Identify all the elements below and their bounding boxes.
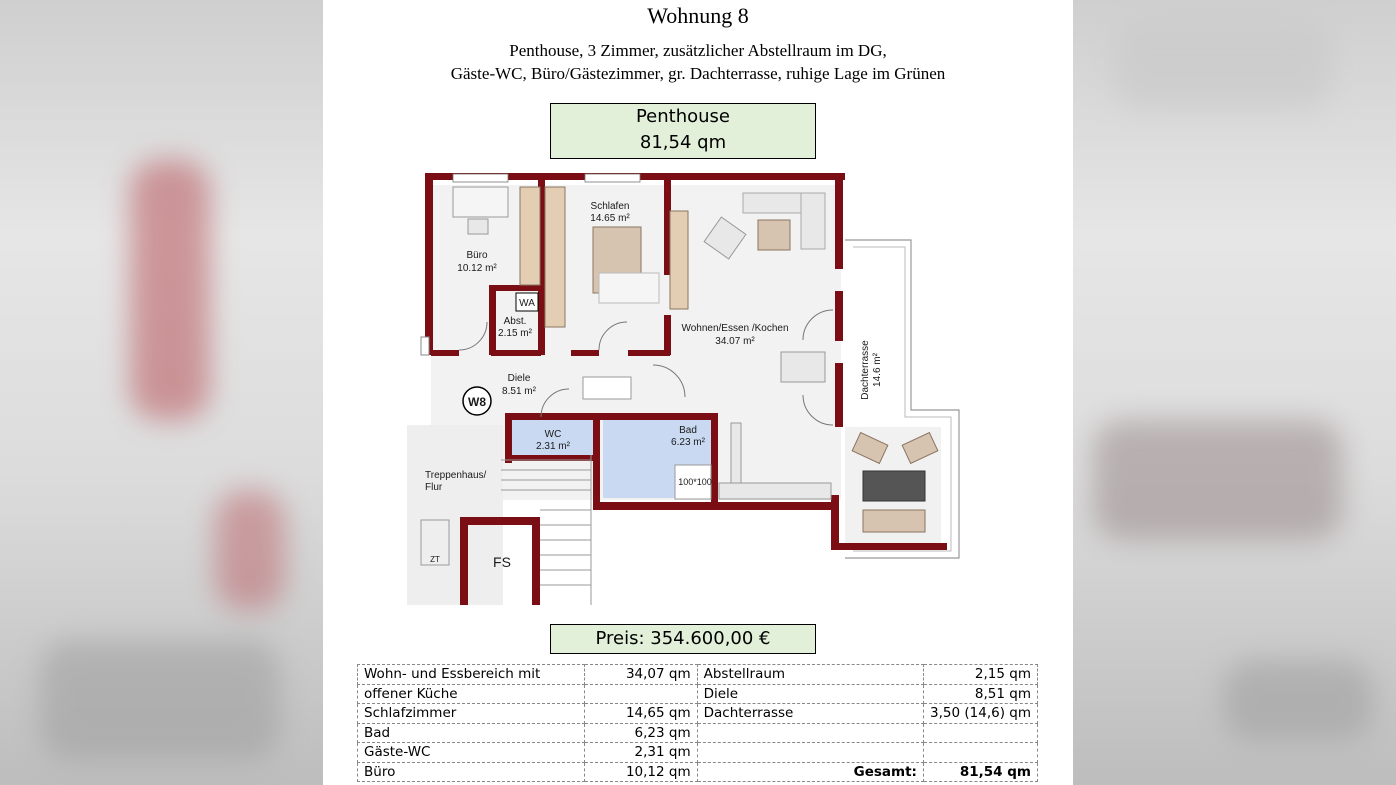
background-right xyxy=(1073,0,1396,785)
apartment-marker-label: W8 xyxy=(468,395,486,409)
blurred-text-right xyxy=(1113,20,1333,110)
total-value: 81,54 qm xyxy=(923,762,1037,782)
blurred-wall-left-low xyxy=(215,490,285,610)
penthouse-box xyxy=(550,103,816,159)
table-row xyxy=(358,723,1038,743)
price-text: Preis: 354.600,00 € xyxy=(595,628,771,649)
fs-label: FS xyxy=(493,554,511,570)
page-title: Wohnung 8 xyxy=(647,3,749,28)
table-cell-value xyxy=(923,743,1037,763)
table-cell-value: 10,12 qm xyxy=(584,762,697,782)
table-cell-label xyxy=(697,743,923,763)
table-row xyxy=(358,704,1038,724)
table-cell-label: Gäste-WC xyxy=(358,743,585,763)
window-schlafen xyxy=(585,174,640,182)
floor-plan xyxy=(323,165,1073,615)
room-diele-name: Diele xyxy=(507,373,531,384)
table-cell-label: Abstellraum xyxy=(697,665,923,685)
room-wohnen-name: Wohnen/Essen /Kochen xyxy=(681,323,789,334)
room-terrasse-area: 14.6 m² xyxy=(872,353,883,387)
area-table xyxy=(357,664,1038,782)
table-cell-label: Bad xyxy=(358,723,585,743)
blurred-plan-right xyxy=(1093,420,1343,540)
room-diele-area: 8.51 m² xyxy=(502,386,536,397)
table-cell-label xyxy=(697,723,923,743)
subtitle-line-1: Penthouse, 3 Zimmer, zusätzlicher Abstellraum im DG, xyxy=(509,41,887,60)
table-cell-value: 8,51 qm xyxy=(923,684,1037,704)
penthouse-label: Penthouse xyxy=(635,106,731,127)
table-cell-label: Dachterrasse xyxy=(697,704,923,724)
room-schlafen-area: 14.65 m² xyxy=(590,213,630,224)
table-cell-label: Schlafzimmer xyxy=(358,704,585,724)
room-schlafen-name: Schlafen xyxy=(590,201,630,212)
table-cell-value: 34,07 qm xyxy=(584,665,697,685)
zt-label: ZT xyxy=(430,555,440,564)
table-cell-value xyxy=(584,684,697,704)
table-cell-value: 2,15 qm xyxy=(923,665,1037,685)
blurred-wall-left xyxy=(130,160,210,420)
table-row xyxy=(358,684,1038,704)
table-cell-value: 6,23 qm xyxy=(584,723,697,743)
table-cell-value xyxy=(923,723,1037,743)
wa-label: WA xyxy=(519,298,535,309)
total-label: Gesamt: xyxy=(697,762,923,782)
table-cell-label: Diele xyxy=(697,684,923,704)
room-treppen-line1: Treppenhaus/ xyxy=(425,470,487,481)
table-cell-value: 14,65 qm xyxy=(584,704,697,724)
room-buero-name: Büro xyxy=(466,250,488,261)
stairwell-floor xyxy=(407,425,503,605)
room-abst-name: Abst. xyxy=(503,316,527,327)
room-terrasse-name: Dachterrasse xyxy=(860,340,871,400)
blurred-table-right xyxy=(1223,660,1373,740)
room-wc-name: WC xyxy=(544,429,562,440)
window-buero xyxy=(453,174,508,182)
blurred-table-left xyxy=(40,640,280,760)
penthouse-area: 81,54 qm xyxy=(639,132,727,153)
room-bad-area: 6.23 m² xyxy=(671,437,705,448)
table-cell-label: Büro xyxy=(358,762,585,782)
background-left xyxy=(0,0,323,785)
room-wohnen-area: 34.07 m² xyxy=(715,336,755,347)
shower-label: 100*100 xyxy=(678,477,712,487)
table-row xyxy=(358,762,1038,782)
table-cell-label: Wohn- und Essbereich mit xyxy=(358,665,585,685)
subtitle-line-2: Gäste-WC, Büro/Gästezimmer, gr. Dachterrasse, ruhige Lage im Grünen xyxy=(450,64,946,83)
room-bad-name: Bad xyxy=(679,425,697,436)
room-treppen-line2: Flur xyxy=(425,482,443,493)
document-page xyxy=(323,0,1073,785)
table-row xyxy=(358,743,1038,763)
price-box xyxy=(550,624,816,654)
table-cell-value: 2,31 qm xyxy=(584,743,697,763)
room-wc-area: 2.31 m² xyxy=(536,441,570,452)
table-cell-value: 3,50 (14,6) qm xyxy=(923,704,1037,724)
table-row xyxy=(358,665,1038,685)
room-buero-area: 10.12 m² xyxy=(457,263,497,274)
room-abst-area: 2.15 m² xyxy=(498,328,532,339)
table-cell-label: offener Küche xyxy=(358,684,585,704)
